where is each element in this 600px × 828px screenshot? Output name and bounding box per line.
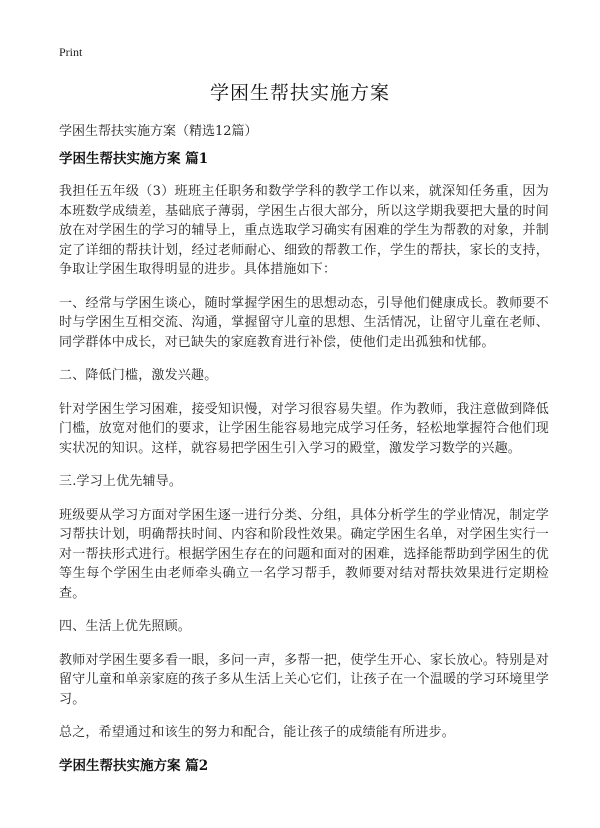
section-heading-2: 学困生帮扶实施方案 篇2	[59, 757, 209, 774]
measure-two-heading: 二、降低门槛，激发兴趣。	[59, 368, 218, 383]
measure-four-paragraph: 教师对学困生要多看一眼，多问一声，多帮一把，使学生开心、家长放心。特别是对留守儿童和单亲家庭的孩子多从生活上关心它们，让孩子在一个温暖的学习环境里学习。	[59, 652, 549, 707]
measure-one-paragraph: 一、经常与学困生谈心，随时掌握学困生的思想动态，引导他们健康成长。教师要不时与学困生互相交流、沟通，掌握留守儿童的思想、生活情况，让留守儿童在老师、同学群体中成长，对已缺失的家庭教育进行补偿，使他们走出孤独和忧郁。	[59, 295, 549, 350]
measure-two-paragraph: 针对学困生学习困难，接受知识慢，对学习很容易失望。作为教师，我注意做到降低门槛，放宽对他们的要求，让学困生能容易地完成学习任务，轻松地掌握符合他们现实状况的知识。这样，就容易把学困生引入学习的殿堂，激发学习数学的兴趣。	[59, 401, 549, 456]
conclusion-paragraph: 总之，希望通过和该生的努力和配合，能让孩子的成绩能有所进步。	[59, 725, 456, 740]
document-title: 学困生帮扶实施方案	[209, 82, 390, 104]
measure-three-paragraph: 班级要从学习方面对学困生逐一进行分类、分组，具体分析学生的学业情况，制定学习帮扶计划，明确帮扶时间、内容和阶段性效果。确定学困生名单，对学困生实行一对一帮扶形式进行。根据学困生存在的问题和面对的困难，选择能帮助到学困生的优等生每个学困生由老师牵头确立一名学习帮手，教师要对结对帮扶效果进行定期检查。	[59, 507, 549, 601]
document-subtitle: 学困生帮扶实施方案（精选12篇）	[59, 124, 258, 139]
measure-four-heading: 四、生活上优先照顾。	[59, 619, 192, 634]
measure-three-heading: 三.学习上优先辅导。	[59, 474, 183, 489]
print-link[interactable]: Print	[59, 45, 83, 59]
document-content	[59, 150, 549, 789]
intro-paragraph: 我担任五年级（3）班班主任职务和数学学科的教学工作以来，就深知任务重，因为本班数学成绩差，基础底子薄弱，学困生占很大部分，所以这学期我要把大量的时间放在对学困生的学习的辅导上，重点选取学习确实有困难的学生为帮教的对象，并制定了详细的帮扶计划，经过老师耐心、细致的帮教工作，学生的帮扶，家长的支持，争取让学困生取得明显的进步。具体措施如下：	[59, 184, 549, 277]
section-heading-1: 学困生帮扶实施方案 篇1	[59, 151, 209, 167]
